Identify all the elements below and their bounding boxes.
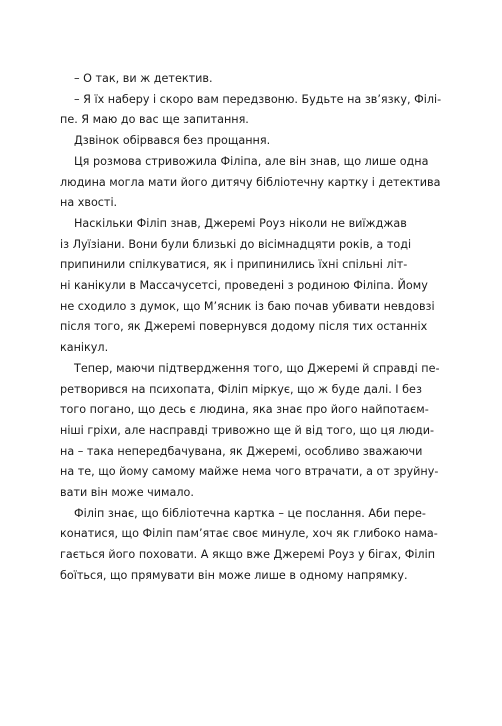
paragraph-6: Тепер, маючи підтвердження того, що Джеремі й справді пе- ретворився на психопата, Філіп міркує, що ж буде далі. І без того погано, що десь є людина, яка знає про його найпотаєм- ніші гріхи, але насправді тривожно ще й від того, що ця люди- на – така непередбачувана, як Джеремі, особливо зважаючи на те, що йому самому майже нема чого втрачати, а от зруйну- вати він може чимало. <box>60 361 440 500</box>
paragraph-5: Наскільки Філіп знав, Джеремі Роуз ніколи не виїжджав із Луїзіани. Вони були близькі до вісімнадцяти років, а тоді припинили спілкуватися, як і припинились їхні спільні літ- ні канікули в Массачусетсі, проведені з родиною Філіпа. Йому не сходило з думок, що М’ясник із баю почав убивати невдовзі після того, як Джеремі повернувся додому після тих останніх канікул. <box>60 216 435 355</box>
paragraph-2: – Я їх наберу і скоро вам передзвоню. Будьте на зв’язку, Філі- пе. Я маю до вас ще запитання. <box>60 92 442 127</box>
book-page-text <box>60 69 442 587</box>
paragraph-4: Ця розмова стривожила Філіпа, але він знав, що лише одна людина могла мати його дитячу бібліотечну картку і детектива на хвості. <box>60 154 441 210</box>
paragraph-7: Філіп знає, що бібліотечна картка – це послання. Аби пере- конатися, що Філіп пам’ятає своє минуле, хоч як глибоко нама- гається його поховати. А якщо вже Джеремі Роуз у бігах, Філіп боїться, що прямувати він може лише в одному напрямку. <box>60 506 438 582</box>
paragraph-3: Дзвінок обірвався без прощання. <box>74 134 271 148</box>
paragraph-1: – О так, ви ж детектив. <box>74 72 213 85</box>
